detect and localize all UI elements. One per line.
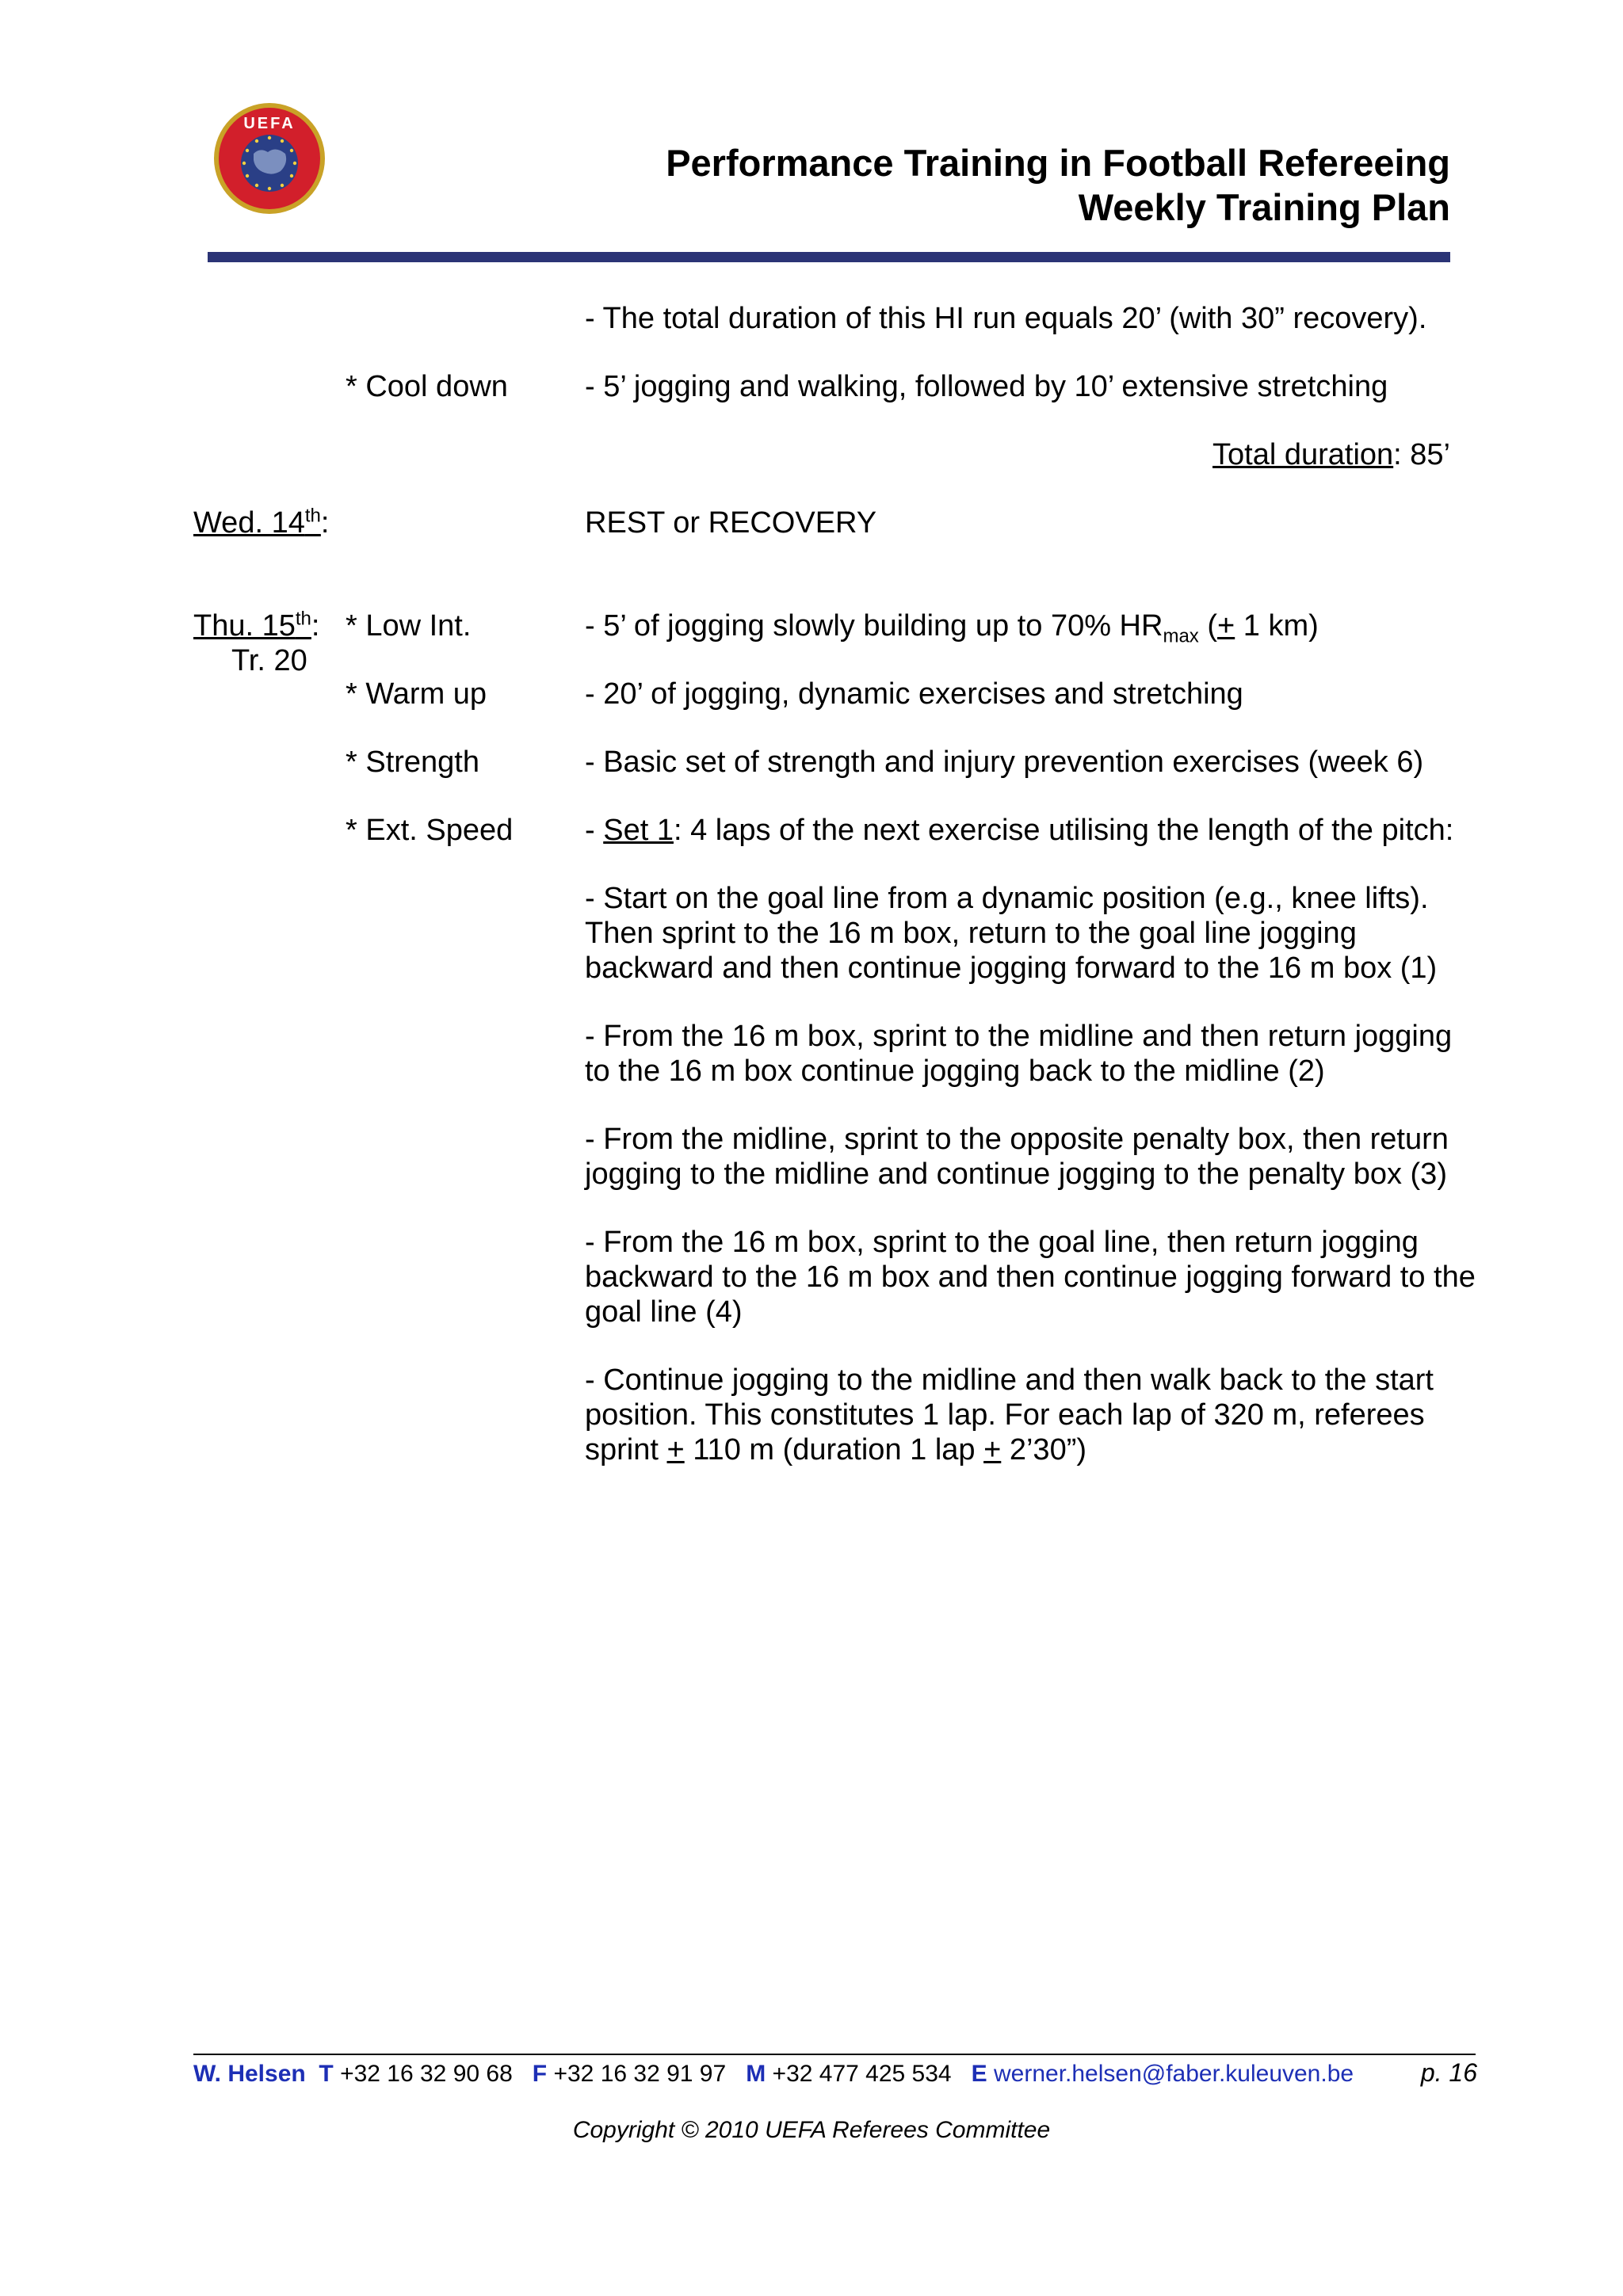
total-duration-value: : 85’ [1393,438,1450,471]
cool-down-label: * Cool down [346,370,508,403]
cool-down-text: - 5’ jogging and walking, followed by 10’ extensive stretching [585,370,1388,403]
wed-rest-text: REST or RECOVERY [585,506,877,540]
author-name: W. Helsen [193,2061,306,2087]
set1-label: Set 1 [603,814,674,847]
logo-text: UEFA [243,115,296,132]
strength-label: * Strength [346,746,479,779]
header-rule [208,252,1450,262]
exercise-step-3: - From the midline, sprint to the opposite penalty box, then return jogging to the midline and continue jogging to the penalty box (3) [585,1123,1449,1191]
warm-up-text: - 20’ of jogging, dynamic exercises and stretching [585,677,1243,711]
footer-contact: W. Helsen T +32 16 32 90 68 F +32 16 32 91 97 M +32 477 425 534 E werner.helsen@faber.kuleuven.be [193,2061,1354,2087]
phone-number: +32 16 32 90 68 [340,2061,513,2087]
ext-speed-label: * Ext. Speed [346,814,514,847]
exercise-step-1: - Start on the goal line from a dynamic position (e.g., knee lifts). Then sprint to the 16 m box, return to the goal line jogging backward and then continue jogging forward to the 16 m box (1) [585,882,1438,985]
strength-text: - Basic set of strength and injury prevention exercises (week 6) [585,746,1424,779]
title-line-1: Performance Training in Football Refereeing [666,142,1450,184]
hi-run-total: - The total duration of this HI run equals 20’ (with 30” recovery). [585,302,1427,335]
low-int-label: * Low Int. [346,609,472,643]
mobile-number: +32 477 425 534 [772,2061,952,2087]
thu-day: Thu. 15th [193,608,311,643]
wed-day: Wed. 14th [193,505,321,540]
total-duration [1212,437,1450,472]
day-wednesday: Wed. 14th: [193,505,330,540]
email-address: werner.helsen@faber.kuleuven.be [993,2061,1354,2087]
warm-up-label: * Warm up [346,677,487,711]
training-number: Tr. 20 [231,644,307,677]
page-number: p. 16 [1420,2058,1477,2087]
exercise-step-5: - Continue jogging to the midline and then walk back to the start position. This constitutes 1 lap. For each lap of 320 m, referees sprint + 110 m (duration 1 lap + 2’30”) [585,1363,1434,1466]
page-title [666,141,1450,230]
footer-rule [193,2054,1476,2055]
copyright: Copyright © 2010 UEFA Referees Committee [572,2117,1051,2143]
exercise-step-2: - From the 16 m box, sprint to the midline and then return jogging to the 16 m box continue jogging back to the midline (2) [585,1020,1453,1088]
uefa-logo [212,101,327,215]
fax-number: +32 16 32 91 97 [553,2061,727,2087]
exercise-step-4: - From the 16 m box, sprint to the goal line, then return jogging backward to the 16 m box and then continue jogging forward to the goal line (4) [585,1226,1476,1329]
day-thursday: Thu. 15th: [193,608,320,643]
total-duration-label: Total duration [1212,438,1394,471]
title-line-2: Weekly Training Plan [1078,186,1450,228]
set1-text: - Set 1: 4 laps of the next exercise utilising the length of the pitch: [585,814,1454,847]
low-int-text: - 5’ of jogging slowly building up to 70% $HR_{max}$ (+ 1 km) [585,609,1319,647]
